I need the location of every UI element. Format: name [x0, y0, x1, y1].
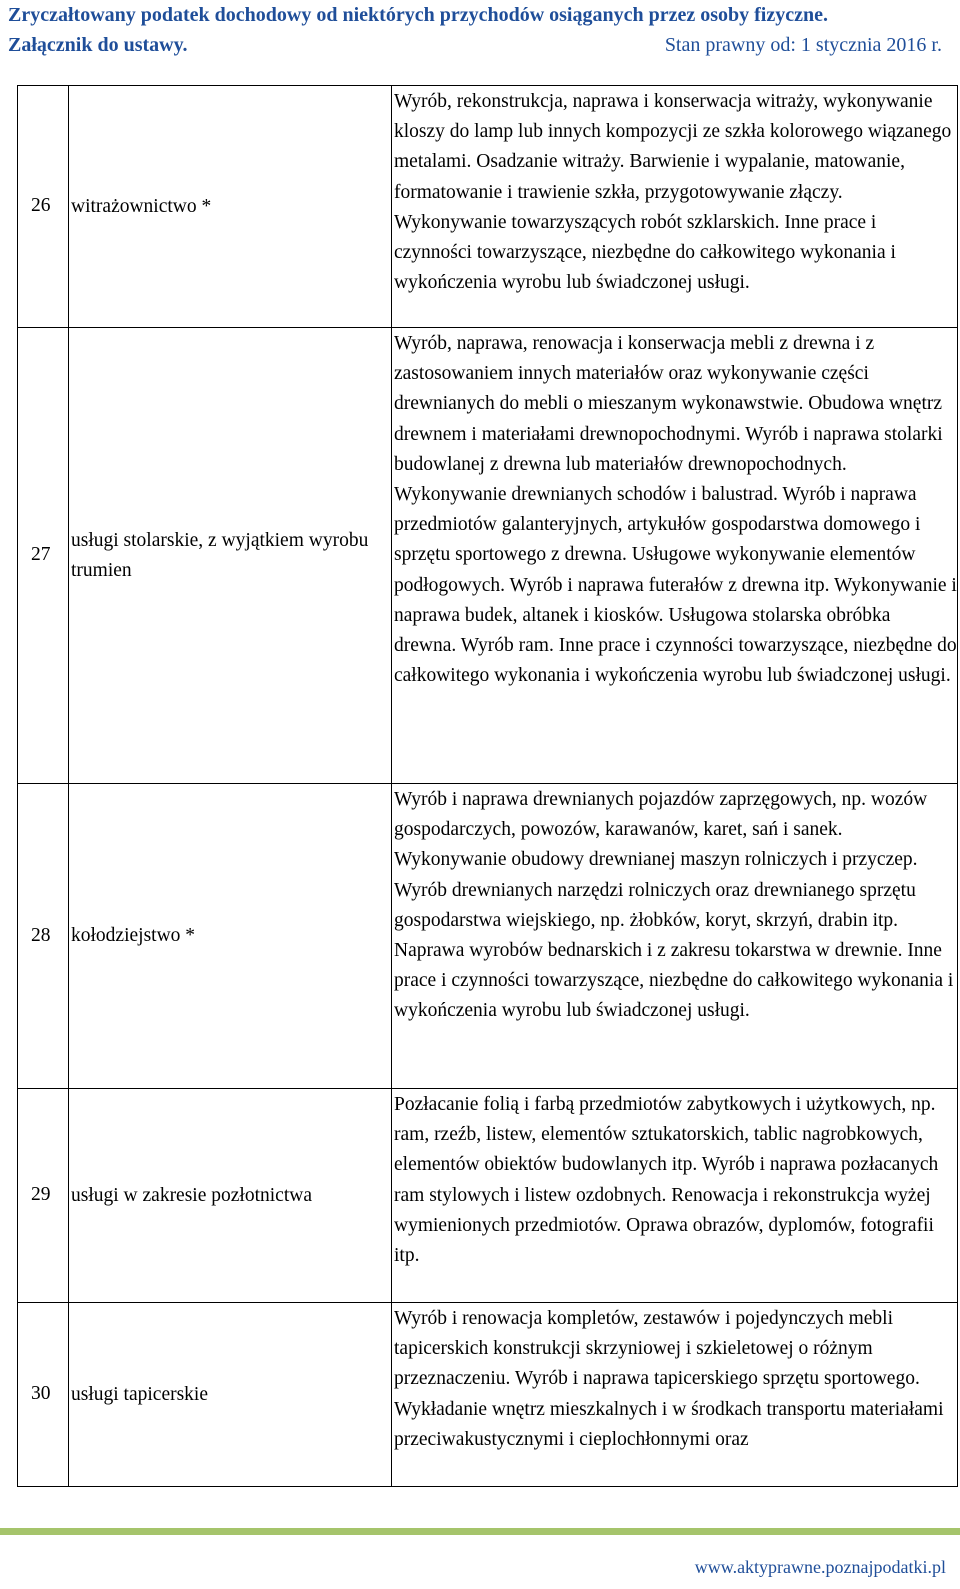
row-number: 26	[18, 86, 69, 328]
row-number: 27	[18, 328, 69, 784]
row-number: 28	[18, 784, 69, 1089]
table-row	[18, 1303, 958, 1487]
activity-name-text: kołodziejstwo *	[71, 925, 196, 946]
footer-url[interactable]: www.aktyprawne.poznajpodatki.pl	[694, 1557, 946, 1577]
activity-name	[69, 784, 392, 1089]
activities-table	[17, 85, 958, 1487]
table-row	[18, 784, 958, 1089]
activity-name	[69, 86, 392, 328]
row-number: 30	[18, 1303, 69, 1487]
activity-description: Wyrób, naprawa, renowacja i konserwacja mebli z drewna i z zastosowaniem innych materiałów oraz wykonywanie części drewnianych do mebli o mieszanym wykonawstwie. Obudowa wnętrz drewnem i materiałami drewnopochodnymi. Wyrób i naprawa stolarki budowlanej z drewna lub materiałów drewnopochodnych. Wykonywanie drewnianych schodów i balustrad. Wyrób i naprawa przedmiotów galanteryjnych, artykułów gospodarstwa domowego i sprzętu sportowego z drewna. Usługowe wykonywanie elementów podłogowych. Wyrób i naprawa futerałów z drewna itp. Wykonywanie i naprawa budek, altanek i kiosków. Usługowa stolarska obróbka drewna. Wyrób ram. Inne prace i czynności towarzyszące, niezbędne do całkowitego wykonania i wykończenia wyrobu lub świadczonej usługi.	[392, 328, 958, 784]
legal-state-date: Stan prawny od: 1 stycznia 2016 r.	[664, 34, 942, 56]
table-row	[18, 1089, 958, 1303]
activity-name-text: usługi tapicerskie	[71, 1383, 209, 1405]
activity-description: Wyrób, rekonstrukcja, naprawa i konserwacja witraży, wykonywanie kloszy do lamp lub innych kompozycji ze szkła kolorowego wiązanego metalami. Osadzanie witraży. Barwienie i wypalanie, matowanie, formatowanie i trawienie szkła, przygotowywanie złączy. Wykonywanie towarzyszących robót szklarskich. Inne prace i czynności towarzyszące, niezbędne do całkowitego wykonania i wykończenia wyrobu lub świadczonej usługi.	[392, 86, 958, 328]
row-number: 29	[18, 1089, 69, 1303]
activity-description: Wyrób i renowacja kompletów, zestawów i pojedynczych mebli tapicerskich konstrukcji skrzyniowej i szkieletowej o różnym przeznaczeniu. Wyrób i naprawa tapicerskiego sprzętu sportowego. Wykładanie wnętrz mieszkalnych i w środkach transportu materiałami przeciwakustycznymi i cieplochłonnymi oraz	[392, 1303, 958, 1487]
activity-description: Pozłacanie folią i farbą przedmiotów zabytkowych i użytkowych, np. ram, rzeźb, listew, elementów sztukatorskich, tablic nagrobkowych, elementów obiektów budowlanych itp. Wyrób i naprawa pozłacanych ram stylowych i listew ozdobnych. Renowacja i rekonstrukcja wyżej wymienionych przedmiotów. Oprawa obrazów, dyplomów, fotografii itp.	[392, 1089, 958, 1303]
activity-name	[69, 328, 392, 784]
table-row	[18, 86, 958, 328]
activity-name	[69, 1303, 392, 1487]
footer-divider	[0, 1528, 960, 1535]
table-row	[18, 328, 958, 784]
activity-name-text: witrażownictwo *	[71, 195, 212, 217]
activity-name-text: usługi stolarskie, z wyjątkiem wyrobu trumien	[71, 529, 369, 581]
activity-name-text: usługi w zakresie pozłotnictwa	[71, 1184, 312, 1206]
document-title: Zryczałtowany podatek dochodowy od niektórych przychodów osiąganych przez osoby fizyczne.	[8, 4, 828, 26]
activity-name	[69, 1089, 392, 1303]
activity-description: Wyrób i naprawa drewnianych pojazdów zaprzęgowych, np. wozów gospodarczych, powozów, karawanów, karet, sań i sanek. Wykonywanie obudowy drewnianej maszyn rolniczych i przyczep. Wyrób drewnianych narzędzi rolniczych oraz drewnianego sprzętu gospodarstwa wiejskiego, np. żłobków, koryt, skrzyń, drabin itp. Naprawa wyrobów bednarskich i z zakresu tokarstwa w drewnie. Inne prace i czynności towarzyszące, niezbędne do całkowitego wykonania i wykończenia wyrobu lub świadczonej usługi.	[392, 784, 958, 1089]
document-subheader	[8, 33, 952, 57]
document-subtitle: Załącznik do ustawy.	[8, 34, 188, 56]
